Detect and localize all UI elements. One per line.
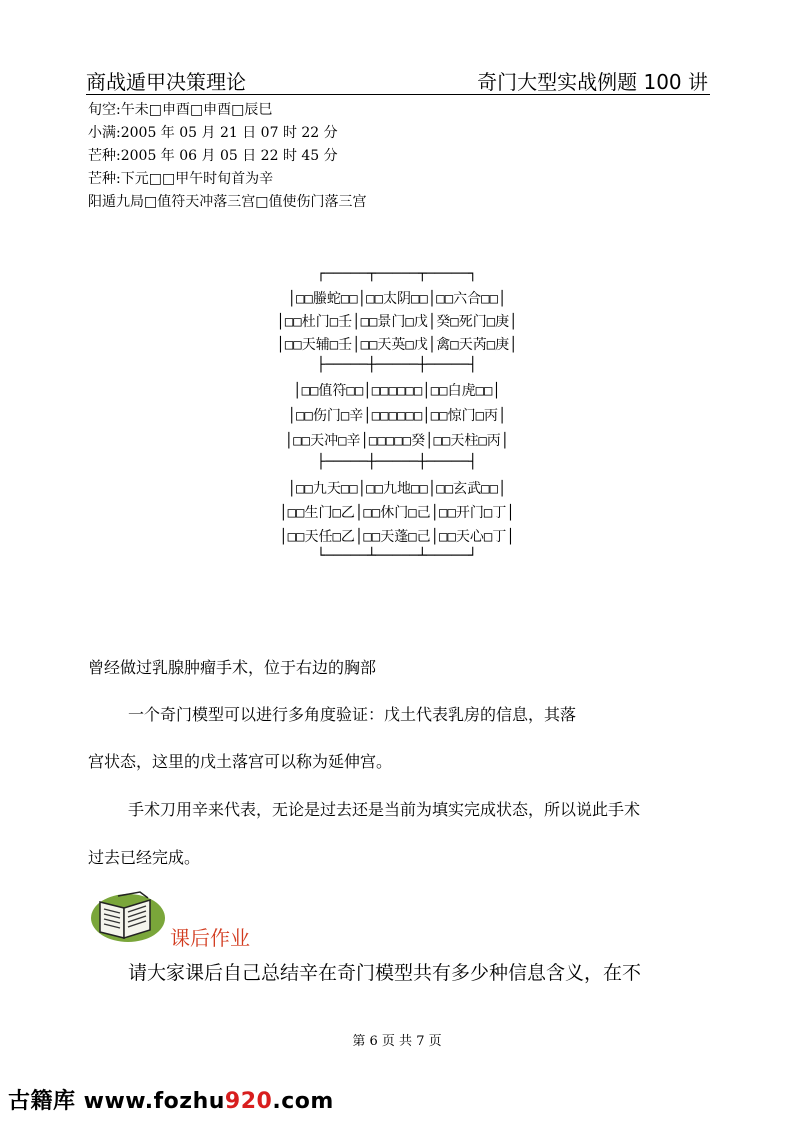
header-title-right: 奇门大型实战例题 100 讲 <box>477 70 708 94</box>
homework-label: 课后作业 <box>170 926 250 950</box>
meta-mangzhong-yuan: 芒种:下元□□甲午时旬首为辛 <box>88 171 274 187</box>
chart-row: └─────┴─────┴─────┘ <box>316 548 478 564</box>
chart-row: │□□天辅□壬│□□天英□戊│禽□天芮□庚│ <box>276 337 518 353</box>
paragraph-model-line2: 宫状态，这里的戊土落宫可以称为延伸宫。 <box>88 752 393 771</box>
header-title-left: 商战遁甲决策理论 <box>86 70 246 94</box>
chart-row: │□□螣蛇□□│□□太阴□□│□□六合□□│ <box>287 291 507 307</box>
chart-row: ┌─────┬─────┬─────┐ <box>316 266 478 282</box>
paragraph-knife-line1: 手术刀用辛来代表，无论是过去还是当前为填实完成状态，所以说此手术 <box>128 800 641 819</box>
brand-suffix: .com <box>272 1089 334 1114</box>
page-footer: 第 6 页 共 7 页 <box>352 1034 442 1049</box>
paragraph-surgery: 曾经做过乳腺肿瘤手术，位于右边的胸部 <box>88 658 377 677</box>
brand-number: 920 <box>224 1089 273 1114</box>
meta-mangzhong-date: 芒种:2005 年 06 月 05 日 22 时 45 分 <box>88 148 338 164</box>
chart-row: │□□天冲□辛│□□□□□癸│□□天柱□丙│ <box>284 433 510 449</box>
brand-prefix: 古籍库 www.fozhu <box>8 1089 225 1114</box>
chart-row: │□□生门□乙│□□休门□己│□□开门□丁│ <box>279 505 515 521</box>
meta-yangdun: 阳遁九局□值符天冲落三宫□值使伤门落三宫 <box>88 194 367 210</box>
open-book-icon <box>88 888 166 944</box>
homework-text: 请大家课后自己总结辛在奇门模型共有多少种信息含义，在不 <box>128 962 642 984</box>
chart-row: │□□九天□□│□□九地□□│□□玄武□□│ <box>287 481 507 497</box>
header-divider <box>86 94 710 95</box>
chart-row: ├─────┼─────┼─────┤ <box>316 357 478 373</box>
chart-row: │□□天任□乙│□□天蓬□己│□□天心□丁│ <box>279 529 515 545</box>
meta-xiaoman: 小满:2005 年 05 月 21 日 07 时 22 分 <box>88 125 338 141</box>
chart-row: │□□杜门□壬│□□景门□戊│癸□死门□庚│ <box>276 314 518 330</box>
meta-xunkong: 旬空:午未□申酉□申酉□辰巳 <box>88 102 273 118</box>
chart-row: │□□伤门□辛│□□□□□□│□□惊门□丙│ <box>287 408 507 424</box>
chart-row: ├─────┼─────┼─────┤ <box>316 454 478 470</box>
paragraph-knife-line2: 过去已经完成。 <box>88 848 201 867</box>
paragraph-model-line1: 一个奇门模型可以进行多角度验证：戊土代表乳房的信息，其落 <box>128 705 577 724</box>
chart-row: │□□值符□□│□□□□□□│□□白虎□□│ <box>293 383 501 399</box>
site-brand <box>8 1084 334 1115</box>
